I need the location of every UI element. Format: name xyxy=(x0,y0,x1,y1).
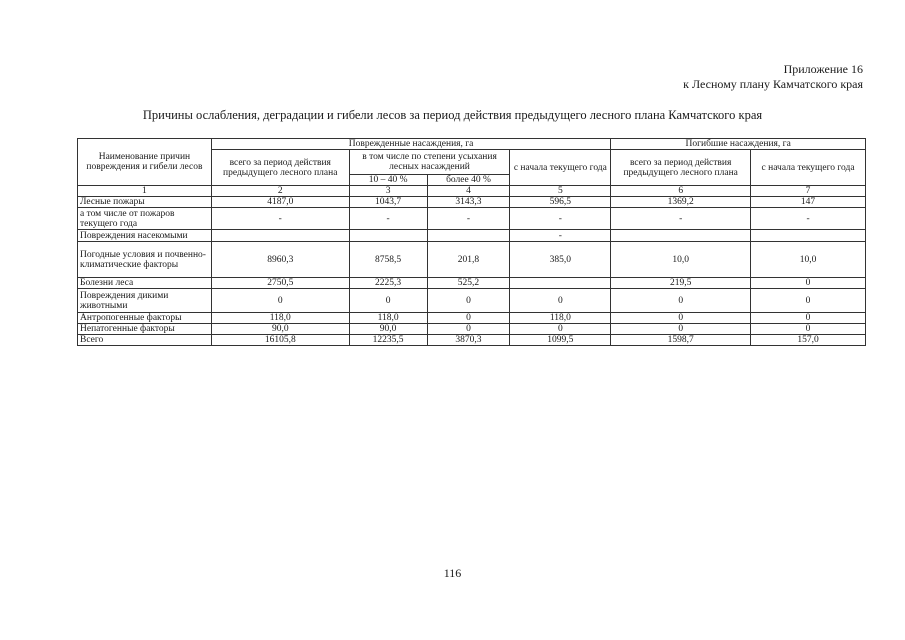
cell-value: - xyxy=(427,208,510,230)
cell-value: 1369,2 xyxy=(611,197,751,208)
cell-value: 0 xyxy=(510,324,611,335)
cell-value: 2750,5 xyxy=(211,278,349,289)
cell-value: 0 xyxy=(611,289,751,313)
row-label: Лесные пожары xyxy=(78,197,212,208)
cell-value: 219,5 xyxy=(611,278,751,289)
cell-value: - xyxy=(211,208,349,230)
cell-value: 12235,5 xyxy=(349,335,427,346)
table-row-total xyxy=(78,335,866,346)
header-damaged-group: Поврежденные насаждения, га xyxy=(211,139,610,150)
cell-value: 1043,7 xyxy=(349,197,427,208)
cell-value: 118,0 xyxy=(211,313,349,324)
table-row xyxy=(78,230,866,242)
table-row xyxy=(78,289,866,313)
cell-value: 10,0 xyxy=(751,242,866,278)
cell-value: 0 xyxy=(427,289,510,313)
header-cause: Наименование причин повреждения и гибели лесов xyxy=(78,139,212,186)
cell-value: 118,0 xyxy=(349,313,427,324)
cell-value: 3143,3 xyxy=(427,197,510,208)
appendix-line-2: к Лесному плану Камчатского края xyxy=(683,77,863,91)
cell-value: 90,0 xyxy=(211,324,349,335)
page-number: 116 xyxy=(443,566,462,580)
cell-value: - xyxy=(751,208,866,230)
row-label: Повреждения дикими животными xyxy=(78,289,212,313)
cell-value: 4187,0 xyxy=(211,197,349,208)
col-number: 7 xyxy=(751,186,866,197)
cell-value xyxy=(751,230,866,242)
forest-damage-table xyxy=(77,138,866,346)
cell-value: - xyxy=(510,208,611,230)
cell-value: 90,0 xyxy=(349,324,427,335)
cell-value: 147 xyxy=(751,197,866,208)
row-label: Повреждения насекомыми xyxy=(78,230,212,242)
col-number: 2 xyxy=(211,186,349,197)
cell-value: - xyxy=(611,208,751,230)
cell-value: 157,0 xyxy=(751,335,866,346)
cell-value: 0 xyxy=(751,324,866,335)
cell-value: 0 xyxy=(427,324,510,335)
cell-value: 201,8 xyxy=(427,242,510,278)
header-since-year: с начала текущего года xyxy=(510,150,611,186)
row-label: Болезни леса xyxy=(78,278,212,289)
header-pct-over-40: более 40 % xyxy=(427,175,510,186)
cell-value: 0 xyxy=(751,313,866,324)
cell-value: 0 xyxy=(751,278,866,289)
cell-value: 0 xyxy=(427,313,510,324)
cell-value xyxy=(349,230,427,242)
cell-value xyxy=(211,230,349,242)
header-dead-since-year: с начала текущего года xyxy=(751,150,866,186)
cell-value: 596,5 xyxy=(510,197,611,208)
row-label: Непатогенные факторы xyxy=(78,324,212,335)
table-row xyxy=(78,324,866,335)
col-number: 5 xyxy=(510,186,611,197)
cell-value: 0 xyxy=(211,289,349,313)
cell-value: 1099,5 xyxy=(510,335,611,346)
cell-value: 1598,7 xyxy=(611,335,751,346)
cell-value: 16105,8 xyxy=(211,335,349,346)
col-number: 3 xyxy=(349,186,427,197)
cell-value: 0 xyxy=(611,324,751,335)
cell-value: - xyxy=(349,208,427,230)
header-pct-10-40: 10 – 40 % xyxy=(349,175,427,186)
appendix-note xyxy=(683,62,863,92)
cell-value: 8960,3 xyxy=(211,242,349,278)
cell-value: - xyxy=(510,230,611,242)
row-label: а том числе от пожаров текущего года xyxy=(78,208,212,230)
cell-value xyxy=(510,278,611,289)
table-row xyxy=(78,242,866,278)
cell-value xyxy=(611,230,751,242)
cell-value: 385,0 xyxy=(510,242,611,278)
header-dead-group: Погибшие насаждения, га xyxy=(611,139,866,150)
cell-value: 0 xyxy=(611,313,751,324)
cell-value: 118,0 xyxy=(510,313,611,324)
table-row xyxy=(78,197,866,208)
table-row xyxy=(78,313,866,324)
appendix-line-1: Приложение 16 xyxy=(783,62,863,76)
header-total-period: всего за период действия предыдущего лесного плана xyxy=(211,150,349,186)
col-number: 4 xyxy=(427,186,510,197)
cell-value: 525,2 xyxy=(427,278,510,289)
row-label: Антропогенные факторы xyxy=(78,313,212,324)
cell-value: 0 xyxy=(349,289,427,313)
header-including: в том числе по степени усыхания лесных насаждений xyxy=(349,150,510,175)
row-label: Всего xyxy=(78,335,212,346)
document-title: Причины ослабления, деградации и гибели лесов за период действия предыдущего лесного плана Камчатского края xyxy=(142,108,763,122)
cell-value: 8758,5 xyxy=(349,242,427,278)
cell-value: 10,0 xyxy=(611,242,751,278)
table-row xyxy=(78,278,866,289)
header-dead-total-period: всего за период действия предыдущего лесного плана xyxy=(611,150,751,186)
table-row xyxy=(78,208,866,230)
cell-value: 0 xyxy=(510,289,611,313)
col-number: 1 xyxy=(78,186,212,197)
cell-value xyxy=(427,230,510,242)
col-number: 6 xyxy=(611,186,751,197)
cell-value: 2225,3 xyxy=(349,278,427,289)
cell-value: 3870,3 xyxy=(427,335,510,346)
cell-value: 0 xyxy=(751,289,866,313)
row-label: Погодные условия и почвенно-климатические факторы xyxy=(78,242,212,278)
